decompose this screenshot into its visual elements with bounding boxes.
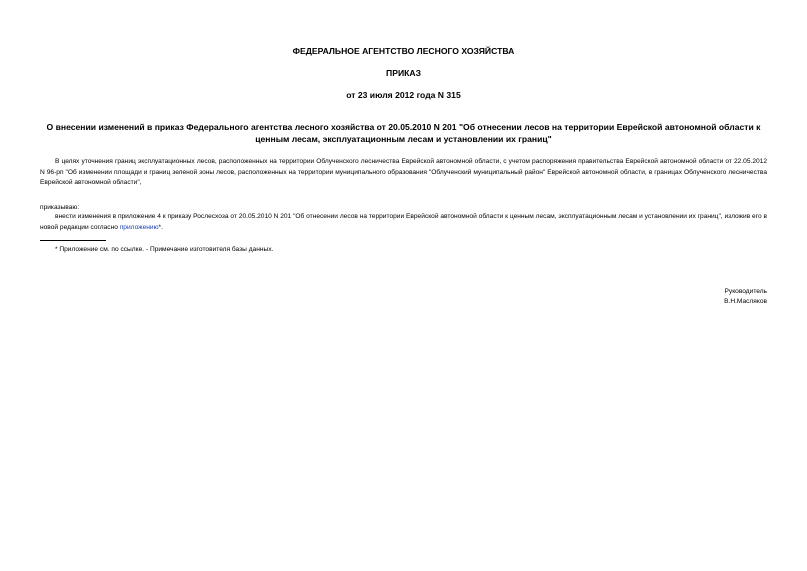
signature-position: Руководитель [724,288,767,295]
signature-block [724,287,767,307]
footnote-text: * Приложение см. по ссылке. - Примечание изготовителя базы данных. [55,246,274,253]
appendix-link[interactable]: приложению [119,223,159,231]
document-title: О внесении изменений в приказ Федерального агентства лесного хозяйства от 20.05.2010 N 201 "Об отнесении лесов на территории Еврейской автономной области к ценным лесам, эксплуатационным лесам и установлении их границ" [46,122,761,144]
document-type-heading: ПРИКАЗ [386,68,421,78]
order-text-end: *. [158,223,163,231]
agency-heading: ФЕДЕРАЛЬНОЕ АГЕНТСТВО ЛЕСНОГО ХОЗЯЙСТВА [292,46,515,56]
document-date-number: от 23 июля 2012 года N 315 [346,90,461,100]
footnote-divider [40,240,106,241]
signature-name: В.Н.Масляков [724,298,767,305]
order-text: внести изменения в приложение 4 к приказу Рослесхоза от 20.05.2010 N 201 "Об отнесении лесов на территории Еврейской автономной области к ценным лесам, эксплуатационным лесам и установлении их границ", изложив его в новой редакции согласно [40,213,767,231]
order-word: приказываю: [40,204,80,211]
order-paragraph [40,212,767,233]
preamble-paragraph: В целях уточнения границ эксплуатационных лесов, расположенных на территории Облученского лесничества Еврейской автономной области, с учетом распоряжения правительства Еврейской автономной области от 22.05.2012 N 96-рп "Об изменении площади и границ зеленой зоны лесов, расположенных на территории муниципального образования "Облученский муниципальный район" Еврейской автономной области, в границах Облученского лесничества Еврейской автономной области", [40,158,767,187]
